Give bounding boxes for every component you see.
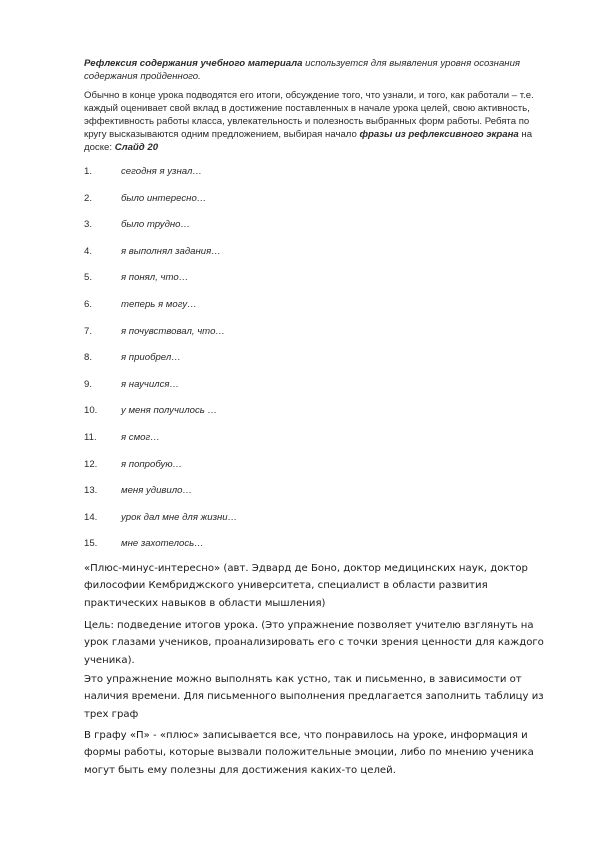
- intro-bold-lead: Рефлексия содержания учебного материала: [84, 58, 303, 69]
- reflection-phrase-list: [84, 166, 484, 565]
- list-item-text: меня удивило…: [121, 485, 193, 497]
- list-item: [84, 405, 484, 432]
- list-item-text: теперь я могу…: [121, 298, 197, 310]
- list-item-number: 3.: [84, 219, 93, 231]
- plus-column-paragraph: В графу «П» - «плюс» записывается все, что понравилось на уроке, информация и формы работы, которые вызвали положительные эмоции, либо по мнению ученика могут быть ему полезны для достижения каких-то целей.: [84, 730, 534, 776]
- plus-minus-interesting-title: «Плюс-минус-интересно» (авт. Эдвард де Боно, доктор медицинских наук, доктор философии Кембриджского университета, специалист в области развития практических навыков в области мышления): [84, 563, 528, 609]
- list-item-number: 9.: [84, 378, 93, 390]
- list-item-text: я понял, что…: [121, 272, 189, 284]
- list-item: [84, 352, 484, 379]
- list-item-text: я выполнял задания…: [121, 245, 221, 257]
- list-item-text: я попробую…: [121, 458, 183, 470]
- list-item-text: было трудно…: [121, 219, 191, 231]
- goal-paragraph: Цель: подведение итогов урока. (Это упражнение позволяет учителю взглянуть на урок глазами учеников, проанализировать его с точки зрения ценности для каждого ученика).: [84, 620, 544, 666]
- list-item-text: мне захотелось…: [121, 538, 204, 550]
- slide-reference: Слайд 20: [114, 141, 159, 153]
- summary-text: Обычно в конце урока подводятся его итоги, обсуждение того, что узнали, и того, как работали – т.е. каждый оценивает свой вклад в достижение поставленных в начале урока целей, свою активность, эффективность работы класса, увлекательность и полезность выбранных форм работы. Ребята по кругу высказываются одним предложением, выбирая начало: [84, 90, 534, 140]
- summary-after: на доске:: [84, 128, 533, 153]
- list-item-text: было интересно…: [121, 192, 207, 204]
- list-item: [84, 166, 484, 193]
- list-item-number: 13.: [84, 485, 98, 497]
- list-item: [84, 272, 484, 299]
- list-item: [84, 459, 484, 486]
- list-item: [84, 299, 484, 326]
- list-item: [84, 432, 484, 459]
- list-item: [84, 379, 484, 406]
- list-item: [84, 512, 484, 539]
- intro-paragraph: [84, 58, 554, 83]
- list-item-number: 7.: [84, 325, 93, 337]
- intro-rest: используется для выявления уровня осознания содержания пройденного.: [84, 58, 521, 82]
- list-item-text: я приобрел…: [121, 352, 181, 364]
- list-item-number: 14.: [84, 511, 98, 523]
- list-item-number: 4.: [84, 245, 93, 257]
- list-item: [84, 219, 484, 246]
- list-item: [84, 246, 484, 273]
- list-item-text: я научился…: [121, 378, 180, 390]
- list-item-number: 11.: [84, 431, 97, 443]
- list-item-text: сегодня я узнал…: [121, 166, 203, 177]
- list-item-number: 10.: [84, 405, 98, 417]
- list-item-number: 15.: [84, 538, 98, 550]
- list-item-number: 2.: [84, 192, 93, 204]
- list-item-number: 12.: [84, 458, 98, 470]
- list-item-number: 5.: [84, 272, 93, 284]
- list-item-text: я почувствовал, что…: [121, 325, 225, 337]
- list-item-text: я смог…: [121, 431, 160, 443]
- list-item-number: 8.: [84, 352, 93, 364]
- list-item: [84, 193, 484, 220]
- method-paragraph: Это упражнение можно выполнять как устно, так и письменно, в зависимости от наличия времени. Для письменного выполнения предлагается заполнить таблицу из трех граф: [84, 674, 544, 720]
- list-item-number: 6.: [84, 298, 93, 310]
- list-item-text: урок дал мне для жизни…: [121, 511, 238, 523]
- summary-bold-phrase: фразы из рефлексивного экрана: [359, 128, 519, 140]
- list-item: [84, 326, 484, 353]
- list-item: [84, 485, 484, 512]
- list-item-text: у меня получилось …: [121, 405, 218, 417]
- summary-paragraph: [84, 90, 554, 155]
- list-item-number: 1.: [84, 166, 93, 177]
